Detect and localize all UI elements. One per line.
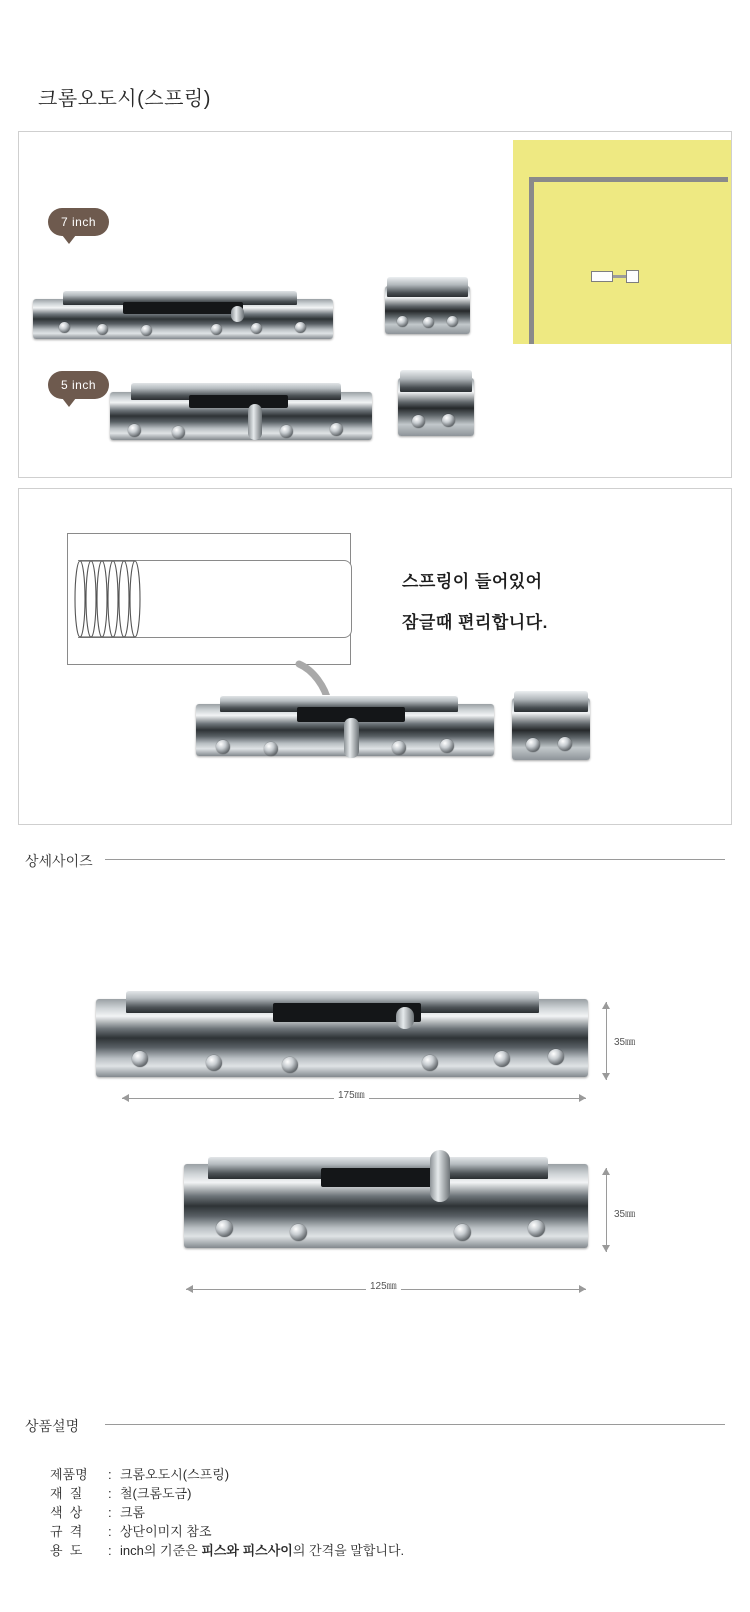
section-heading-size: 상세사이즈 <box>25 853 93 869</box>
spec-row <box>50 1503 650 1522</box>
spec-key: 재 질 <box>50 1486 83 1501</box>
spec-value: 크롬오도시(스프링) <box>120 1467 230 1482</box>
page-title: 크롬오도시(스프링) <box>38 88 211 110</box>
spec-value-post: 의 간격을 말합니다. <box>292 1543 405 1558</box>
bolt-thumb-knob <box>231 306 244 322</box>
bolt-thumb-knob <box>430 1150 450 1202</box>
product-photo-keeper-5inch <box>398 378 474 436</box>
screw-hole <box>280 425 293 438</box>
spec-row <box>50 1522 650 1541</box>
spring-coil-svg <box>72 560 156 638</box>
dimension-label-length-large: 175㎜ <box>334 1086 369 1101</box>
spec-key: 제품명 <box>50 1467 88 1482</box>
spec-value: 크롬 <box>120 1505 146 1520</box>
dimension-arrow-right <box>579 1285 586 1293</box>
latch-rod-icon <box>613 275 627 278</box>
screw-hole <box>397 316 408 327</box>
dimension-label-height-small: 35㎜ <box>614 1209 636 1220</box>
spring-coil-drawing <box>72 560 156 638</box>
dimension-arrow-down <box>602 1073 610 1080</box>
product-photo-bolt-5inch <box>110 392 372 440</box>
dimension-line-height-small <box>606 1168 607 1252</box>
screw-hole <box>216 740 230 754</box>
spec-row <box>50 1465 650 1484</box>
door-installation-diagram <box>513 140 731 344</box>
latch-schematic <box>591 270 639 283</box>
screw-hole <box>295 322 306 333</box>
product-spec-list <box>50 1465 650 1560</box>
section-heading-description: 상품설명 <box>25 1418 80 1434</box>
spec-key: 색 상 <box>50 1505 83 1520</box>
screw-hole <box>59 322 70 333</box>
spec-value-emphasis: 피스와 피스사이 <box>201 1543 293 1558</box>
screw-hole <box>440 739 454 753</box>
product-photo-keeper-7inch <box>385 286 470 334</box>
latch-body-icon <box>591 271 613 282</box>
screw-hole <box>422 1055 438 1071</box>
screw-hole <box>251 323 262 334</box>
dimension-photo-small <box>184 1164 588 1248</box>
screw-hole <box>132 1051 148 1067</box>
bolt-slide-slot <box>321 1168 434 1186</box>
spec-row <box>50 1541 650 1560</box>
spec-value: 철(크롬도금) <box>120 1486 192 1501</box>
spring-feature-text-line1: 스프링이 들어있어 <box>402 572 543 591</box>
screw-hole <box>290 1224 307 1241</box>
screw-hole <box>211 324 222 335</box>
screw-hole <box>412 415 425 428</box>
dimension-arrow-down <box>602 1245 610 1252</box>
section-divider-description <box>105 1424 725 1425</box>
door-panel <box>534 182 728 344</box>
bolt-thumb-knob <box>344 718 359 758</box>
dimension-photo-large <box>96 999 588 1077</box>
dimension-arrow-right <box>579 1094 586 1102</box>
screw-hole <box>97 324 108 335</box>
spring-feature-text-line2: 잠글때 편리합니다. <box>402 613 548 632</box>
dimension-arrow-left <box>186 1285 193 1293</box>
dimension-line-height-large <box>606 1002 607 1080</box>
screw-hole <box>494 1051 510 1067</box>
spec-value <box>120 1541 404 1560</box>
callout-bubble-5inch <box>48 371 109 399</box>
screw-hole <box>423 317 434 328</box>
spec-row <box>50 1484 650 1503</box>
product-photo-bolt-7inch <box>33 299 333 339</box>
dimension-label-height-large: 35㎜ <box>614 1037 636 1048</box>
screw-hole <box>442 414 455 427</box>
screw-hole <box>206 1055 222 1071</box>
screw-hole <box>526 738 540 752</box>
screw-hole <box>558 737 572 751</box>
spec-separator: : <box>108 1467 112 1482</box>
bolt-thumb-knob <box>248 404 262 440</box>
screw-hole <box>454 1224 471 1241</box>
screw-hole <box>330 423 343 436</box>
bolt-slide-slot <box>189 395 289 408</box>
screw-hole <box>447 316 458 327</box>
screw-hole <box>128 424 141 437</box>
keeper-cap <box>514 691 589 712</box>
product-photo-bolt-spring <box>196 704 494 756</box>
latch-keeper-icon <box>626 270 639 283</box>
screw-hole <box>216 1220 233 1237</box>
spec-separator: : <box>108 1543 112 1558</box>
spec-separator: : <box>108 1486 112 1501</box>
callout-bubble-7inch-label: 7 inch <box>61 215 97 229</box>
product-photo-keeper-spring <box>512 698 590 760</box>
screw-hole <box>528 1220 545 1237</box>
spec-key: 용 도 <box>50 1543 83 1558</box>
dimension-arrow-up <box>602 1002 610 1009</box>
keeper-cap <box>400 370 473 392</box>
section-divider-size <box>105 859 725 860</box>
bolt-slide-slot <box>123 302 243 314</box>
screw-hole <box>548 1049 564 1065</box>
callout-bubble-5inch-label: 5 inch <box>61 378 97 392</box>
screw-hole <box>141 325 152 336</box>
spec-separator: : <box>108 1524 112 1539</box>
spec-separator: : <box>108 1505 112 1520</box>
spec-value: 상단이미지 참조 <box>120 1524 212 1539</box>
screw-hole <box>392 741 406 755</box>
bolt-thumb-knob <box>396 1007 414 1029</box>
screw-hole <box>282 1057 298 1073</box>
callout-bubble-7inch <box>48 208 109 236</box>
dimension-arrow-left <box>122 1094 129 1102</box>
screw-hole <box>172 426 185 439</box>
keeper-cap <box>387 277 469 296</box>
dimension-arrow-up <box>602 1168 610 1175</box>
spec-value-pre: inch의 기준은 <box>120 1543 202 1558</box>
dimension-label-length-small: 125㎜ <box>366 1277 401 1292</box>
spec-key: 규 격 <box>50 1524 83 1539</box>
screw-hole <box>264 742 278 756</box>
